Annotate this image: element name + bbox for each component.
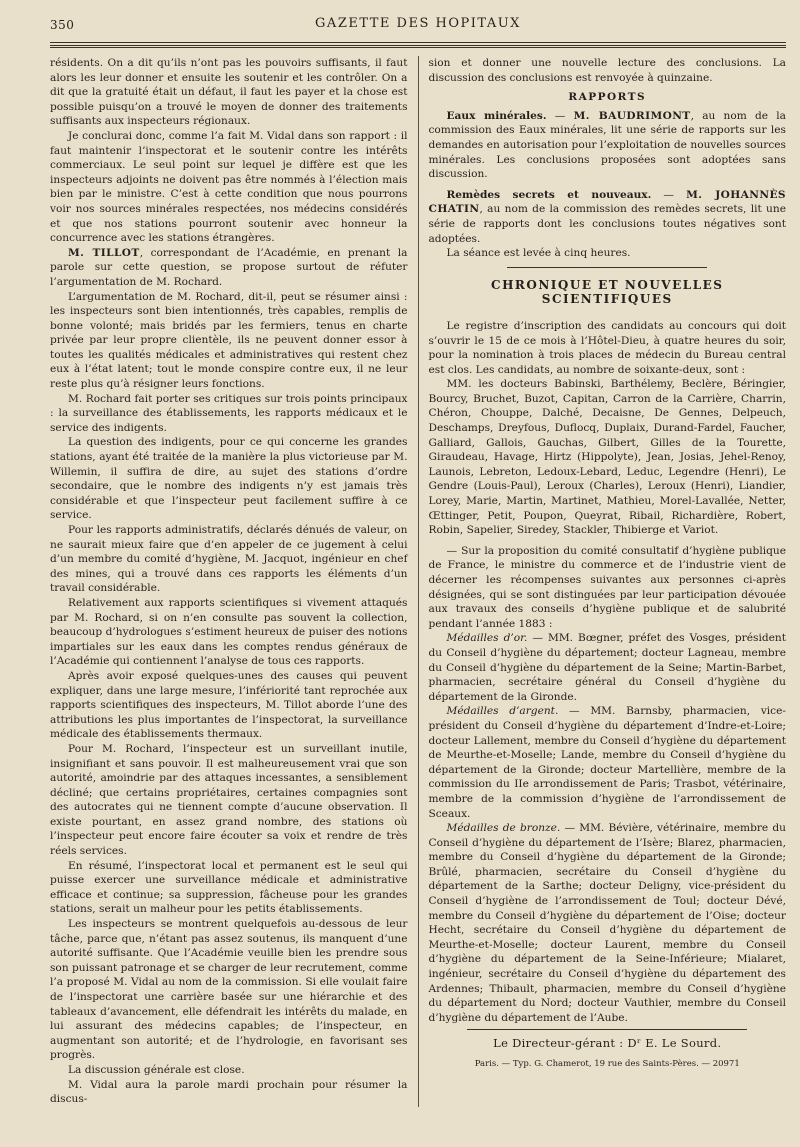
printer-imprint: Paris. — Typ. G. Chamerot, 19 rue des Saints-Pères. — 20971 [474, 1059, 740, 1069]
left-column [50, 56, 408, 1107]
paragraph: Les inspecteurs se montrent quelquefois au-dessous de leur tâche, parce que, n’étant pas assez soutenus, ils manquent d’une autorité suffisante. Que l’Académie veuille bien les prendre sous son puissant patronage et se charger de leur recrutement, comme l’a proposé M. Vidal au nom de la commission. Si elle voulait faire de l’inspectorat une carrière basée sur une hiérarchie et des tableaux d’avancement, elle défendrait les intérêts du malade, en lui assurant des médecins capables; de l’inspecteur, en augmentant son autorité; et de l’hydrologie, en favorisant ses progrès. [50, 918, 408, 1062]
medal-text: — MM. Bévière, vétérinaire, membre du Conseil d’hygiène du département de l’Isère; Blarez, pharmacien, membre du Conseil d’hygiène du département de la Gironde; Brûlé, pharmacien, secrétaire du Conseil d’hygiène du département de la Sarthe; docteur Deligny, vice-président du Conseil d’hygiène de l’arrondissement de Toul; docteur Dévé, membre du Conseil d’hygiène du département de l’Oise; docteur Hecht, secrétaire du Conseil d’hygiène du département de Meurthe-et-Moselle; docteur Laurent, membre du Conseil d’hygiène du département de la Seine-Inférieure; Mialaret, ingénieur, secrétaire du Conseil d’hygiène du département des Ardennes; Thibault, pharmacien, membre du Conseil d’hygiène du département du Nord; docteur Vauthier, membre du Conseil d’hygiène du département de l’Aube. [428, 822, 786, 1024]
paragraph: résidents. On a dit qu’ils n’ont pas les pouvoirs suffisants, il faut alors les leur donner et ensuite les soutenir et les contrôler. On a dit que la gratuité était un défaut, il faut les payer et la chose est possible puisqu’on a trouvé le moyen de donner des traitements suffisants aux inspecteurs régionaux. [50, 57, 408, 128]
medal-text: — MM. Barnsby, pharmacien, vice-président du Conseil d’hygiène du département d’Indre-et-Loire; docteur Lallement, membre du Conseil d’hygiène du département de Meurthe-et-Moselle; Lande, membre du Conseil d’hygiène du département de la Gironde; docteur Martellière, membre de la commission du IIe arrondissement de Paris; Trasbot, vétérinaire, membre de la commission d’hygiène de l’arrondissement de Sceaux. [428, 705, 786, 820]
medal-label: Médailles d’or. [446, 632, 528, 645]
eaux-minerales-paragraph: Eaux minérales. — M. BAUDRIMONT, au nom de la commission des Eaux minérales, lit une série de rapports sur les demandes en autorisation pour l’exploitation de nouvelles sources minérales. Les conclusions proposées sont adoptées sans discussion. [428, 109, 786, 181]
header-rule [50, 42, 786, 43]
medal-text: — MM. Bœgner, préfet des Vosges, président du Conseil d’hygiène du département; docteur Lagneau, membre du Conseil d’hygiène du département de la Seine; Martin-Barbet, pharmacien, secrétaire général du Conseil d’hygiène du département de la Gironde. [428, 632, 786, 703]
column-divider [418, 56, 419, 1107]
chronique-heading: CHRONIQUE ET NOUVELLES SCIENTIFIQUES [491, 277, 724, 307]
rapports-heading: RAPPORTS [568, 91, 647, 104]
page-number: 350 [50, 18, 75, 32]
paragraph: Relativement aux rapports scientifiques si vivement attaqués par M. Rochard, si on n’en consulte pas souvent la collection, beaucoup d’hydrologues s’estiment heureux de puiser des notions impartiales sur les eaux dans les comptes rendus généraux de l’Académie qui contiennent l’analyse de tous ces rapports. [50, 596, 408, 668]
seance-closing: La séance est levée à cinq heures. [446, 247, 631, 260]
paragraph: En résumé, l’inspectorat local et permanent est le seul qui puisse exercer une surveillance médicale et administrative efficace et continue; sa suppression, fâcheuse pour les grandes stations, serait un malheur pour les petits établissements. [50, 859, 408, 916]
eaux-title: Eaux minérales. [446, 109, 547, 122]
medailles-bronze [428, 821, 786, 1025]
speaker-text: , correspondant de l’Académie, en prenant la parole sur cette question, se propose surtout de réfuter l’argumentation de M. Rochard. [50, 246, 408, 288]
paragraph: L’argumentation de M. Rochard, dit-il, peut se résumer ainsi : les inspecteurs sont bien intentionnés, très capables, remplis de bonne volonté; mais bridés par les fermiers, tenus en charte privée par leur propre clientèle, ils ne peuvent donner essor à toutes les qualités médicales et administratives qui restent chez eux à l’état latent; tout le monde conspire contre eux, il ne leur reste plus qu’à résigner leurs fonctions. [50, 290, 408, 391]
remedes-text: , au nom de la commission des remèdes secrets, lit une série de rapports dont les conclusions toutes négatives sont adoptées. [428, 203, 786, 245]
paragraph: Le registre d’inscription des candidats au concours qui doit s’ouvrir le 15 de ce mois à l’Hôtel-Dieu, à quatre heures du soir, pour la nomination à trois places de médecin du Bureau central est clos. Les candidats, au nombre de soixante-deux, sont : [428, 319, 786, 376]
eaux-text: , au nom de la commission des Eaux minérales, lit une série de rapports sur les demandes en autorisation pour l’exploitation de nouvelles sources minérales. Les conclusions proposées sont adoptées sans discussion. [428, 109, 786, 181]
paragraph: Pour M. Rochard, l’inspecteur est un surveillant inutile, insignifiant et sans pouvoir. Il est malheureusement vrai que son autorité, amoindrie par des attaques incessantes, a sensiblement décliné; que certains propriétaires, certaines compagnies sont des autocrates qui ne tiennent compte d’aucune observation. Il existe pourtant, en assez grand nombre, des stations où l’inspecteur peut encore faire écouter sa voix et rendre de très réels services. [50, 742, 408, 858]
page-header [50, 8, 786, 42]
paragraph: sion et donner une nouvelle lecture des conclusions. La discussion des conclusions est renvoyée à quinzaine. [428, 57, 786, 84]
remedes-author: M. JOHANNÈS CHATIN [428, 188, 786, 216]
signature-rule [467, 1029, 747, 1030]
director-signature: Le Directeur-gérant : Dʳ E. Le Sourd. [493, 1036, 722, 1051]
ornament-line [507, 267, 707, 268]
paragraph: M. Vidal aura la parole mardi prochain pour résumer la discus- [50, 1078, 408, 1106]
remedes-paragraph: Remèdes secrets et nouveaux. — M. JOHANNÈS CHATIN, au nom de la commission des remèdes secrets, lit une série de rapports dont les conclusions toutes négatives sont adoptées. [428, 188, 786, 245]
remedes-title: Remèdes secrets et nouveaux. [446, 188, 652, 201]
tillot-paragraph [50, 246, 408, 290]
header-double-rule [50, 45, 786, 48]
paragraph: Après avoir exposé quelques-unes des causes qui peuvent expliquer, dans une large mesure, l’infériorité tant reprochée aux rapports scientifiques des inspecteurs, M. Tillot aborde l’une des attributions les plus importantes de l’inspectorat, la surveillance médicale des établissements thermaux. [50, 669, 408, 741]
medal-label: Médailles d’argent. [446, 705, 559, 718]
eaux-author: M. BAUDRIMONT [573, 109, 691, 122]
medailles-argent [428, 704, 786, 821]
right-column [428, 56, 786, 1107]
columns [50, 56, 786, 1107]
running-title: GAZETTE DES HOPITAUX [315, 16, 521, 31]
medal-label: Médailles de bronze. [446, 822, 561, 835]
section-ornament [428, 267, 786, 268]
paragraph: La discussion générale est close. [68, 1063, 245, 1076]
paragraph: M. Rochard fait porter ses critiques sur trois points principaux : la surveillance des établissements, les rapports médicaux et le service des indigents. [50, 392, 408, 434]
speaker-name: M. TILLOT [68, 246, 140, 259]
paragraph: — Sur la proposition du comité consultatif d’hygiène publique de France, le ministre du commerce et de l’industrie vient de décerner les récompenses suivantes aux personnes ci-après désignées, qui se sont distinguées par leur participation dévouée aux travaux des conseils d’hygiène publique et de salubrité pendant l’année 1883 : [428, 544, 786, 630]
candidates-list: MM. les docteurs Babinski, Barthélemy, Beclère, Béringier, Bourcy, Bruchet, Buzot, Capitan, Carron de la Carrière, Charrin, Chéron, Chouppe, Dalché, Decaisne, De Gennes, Delpeuch, Deschamps, Dreyfous, Duflocq, Duplaix, Durand-Fardel, Faucher, Galliard, Gallois, Gauchas, Gilbert, Gilles de la Tourette, Giraudeau, Havage, Hirtz (Hippolyte), Jean, Josias, Jehel-Renoy, Launois, Lebreton, Ledoux-Lebard, Leduc, Legendre (Henri), Le Gendre (Louis-Paul), Leroux (Charles), Leroux (Henri), Liandier, Lorey, Marie, Martin, Martinet, Mathieu, Morel-Lavallée, Netter, Œttinger, Petit, Poupon, Queyrat, Ribail, Richardière, Robert, Robin, Sapelier, Siredey, Stackler, Thibierge et Variot. [428, 378, 786, 537]
paragraph: Pour les rapports administratifs, déclarés dénués de valeur, on ne saurait mieux faire que d’en appeler de ce jugement à celui d’un membre du comité d’hygiène, M. Jacquot, ingénieur en chef des mines, qui a trouvé dans ces rapports les éléments d’un travail considérable. [50, 524, 408, 595]
paragraph: La question des indigents, pour ce qui concerne les grandes stations, ayant été traitée de la manière la plus victorieuse par M. Willemin, il suffira de dire, au sujet des stations d’ordre secondaire, que le nombre des indigents n’y est jamais très considérable et que l’inspecteur peut facilement suffire à ce service. [50, 436, 408, 522]
paragraph: Je conclurai donc, comme l’a fait M. Vidal dans son rapport : il faut maintenir l’inspectorat et le soutenir contre les intérêts commerciaux. Le seul point sur lequel je diffère est que les inspecteurs adjoints ne doivent pas être nommés à l’élection mais bien par le ministre. C’est à cette condition que nous pourrons voir nos sources minérales respectées, nos médecins considérés et que nos stations pourront soutenir avec honneur la concurrence avec les stations étrangères. [50, 129, 408, 245]
medailles-or [428, 631, 786, 704]
